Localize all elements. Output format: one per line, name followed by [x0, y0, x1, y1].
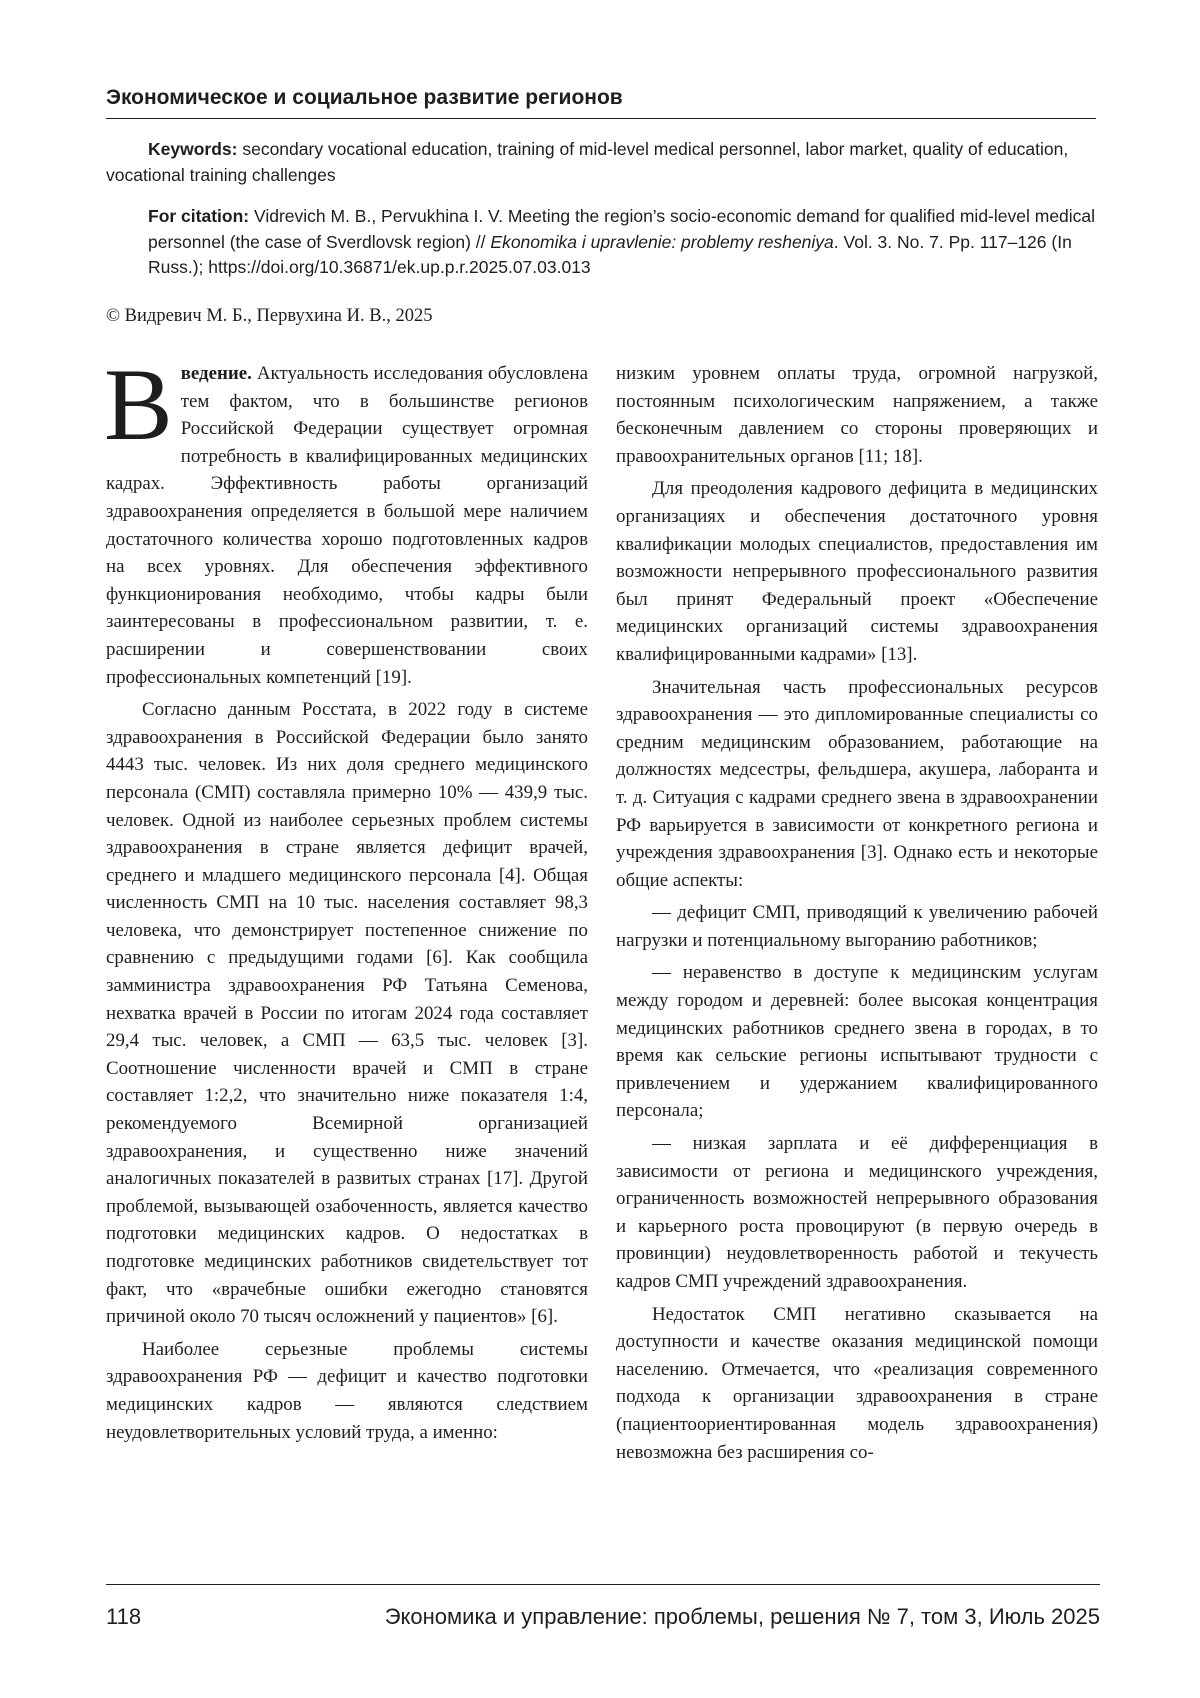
paragraph-continuation: низким уровнем оплаты труда, огромной нагрузкой, постоянным психологическим напряжением, а также бесконечным давлением со стороны проверяющих и правоохранительных органов [11; 18].	[616, 363, 1098, 467]
intro-text: Актуальность исследования обусловлена тем фактом, что в большинстве регионов Российской Федерации существует огромная потребность в квалифицированных медицинских кадрах. Эффективность работы организаций здравоохранения определяется в большой мере наличием достаточного количества хорошо подготовленных кадров на всех уровнях. Для обеспечения эффективного функционирования необходимо, чтобы кадры были заинтересованы в профессиональном развитии, т. е. расширении и совершенствовании своих профессиональных компетенций [19].	[106, 363, 588, 688]
paragraph: Для преодоления кадрового дефицита в медицинских организациях и обеспечения достаточного уровня квалификации молодых специалистов, предоставления им возможности непрерывного профессионального развития был принят Федеральный проект «Обеспечение медицинских организаций системы здравоохранения квалифицированными кадрами» [13].	[616, 478, 1098, 665]
citation-details: . Vol. 3. No. 7. Pp. 117–126 (In Russ.); https://doi.org/10.36871/ek.up.p.r.2025.07.03.013	[148, 231, 1072, 277]
section-title: Экономическое и социальное развитие регионов	[106, 86, 1096, 119]
citation-label: For citation:	[148, 206, 250, 226]
list-item: — низкая зарплата и её дифференциация в зависимости от региона и медицинского учреждения, ограниченность возможностей непрерывного образования и карьерного роста провоцируют (в первую очередь в провинции) неудовлетворенность работой и текучесть кадров СМП учреждений здравоохранения.	[616, 1133, 1098, 1292]
journal-footer: Экономика и управление: проблемы, решения № 7, том 3, Июль 2025	[384, 1604, 1100, 1629]
right-column	[616, 360, 1098, 1471]
citation-journal: Ekonomika i upravlenie: problemy resheniya	[490, 231, 834, 252]
paragraph: Согласно данным Росстата, в 2022 году в системе здравоохранения в Российской Федерации было занято 4443 тыс. человек. Из них доля среднего медицинского персонала (СМП) составляла примерно 10% — 439,9 тыс. человек. Одной из наиболее серьезных проблем системы здравоохранения в стране является дефицит врачей, среднего и младшего медицинского персонала [4]. Общая численность СМП на 10 тыс. населения составляет 98,3 человека, что демонстрирует постепенное снижение по сравнению с предыдущими годами [6]. Как сообщила замминистра здравоохранения РФ Татьяна Семенова, нехватка врачей в России по итогам 2024 года составляет 29,4 тыс. человек, а СМП — 63,5 тыс. человек [3]. Соотношение численности врачей и СМП в стране составляет 1:2,2, что значительно ниже показателя 1:4, рекомендуемого Всемирной организацией здравоохранения, и существенно ниже значений аналогичных показателей в развитых странах [17]. Другой проблемой, вызывающей озабоченность, является качество подготовки медицинских кадров. О недостатках в подготовке медицинских работников свидетельствует тот факт, что «врачебные ошибки ежегодно становятся причиной около 70 тысяч осложнений у пациентов» [6].	[106, 699, 588, 1328]
intro-paragraph	[104, 348, 588, 691]
left-column	[104, 348, 588, 1451]
paragraph: Наиболее серьезные проблемы системы здравоохранения РФ — дефицит и качество подготовки медицинских кадров — являются следствием неудовлетворительных условий труда, а именно:	[106, 1338, 588, 1443]
page-number: 118	[106, 1604, 142, 1629]
copyright: © Видревич М. Б., Первухина И. В., 2025	[106, 306, 433, 326]
citation	[106, 204, 1100, 281]
list-item: — дефицит СМП, приводящий к увеличению рабочей нагрузки и потенциальному выгоранию работников;	[616, 902, 1098, 951]
paragraph: Значительная часть профессиональных ресурсов здравоохранения — это дипломированные специалисты со средним медицинским образованием, работающие на должностях медсестры, фельдшера, акушера, лаборанта и т. д. Ситуация с кадрами среднего звена в здравоохранении РФ варьируется в зависимости от конкретного региона и учреждения здравоохранения [3]. Однако есть и некоторые общие аспекты:	[616, 676, 1098, 891]
intro-heading: ведение.	[180, 363, 252, 384]
citation-text: Vidrevich M. B., Pervukhina I. V. Meeting the region’s socio-economic demand for qualified mid-level medical personnel (the case of Sverdlovsk region) //	[148, 206, 1096, 252]
list-item: — неравенство в доступе к медицинским услугам между городом и деревней: более высокая концентрация медицинских работников среднего звена в городах, в то время как сельские регионы испытывают трудности с привлечением и удержанием квалифицированного персонала;	[616, 962, 1098, 1122]
paragraph: Недостаток СМП негативно сказывается на доступности и качестве оказания медицинской помощи населению. Отмечается, что «реализация современного подхода к организации здравоохранения в стране (пациентоориентированная модель здравоохранения) невозможна без расширения со-	[616, 1303, 1098, 1463]
keywords	[106, 137, 1100, 188]
keywords-label: Keywords:	[148, 139, 238, 159]
footer-divider	[106, 1584, 1100, 1585]
keywords-text: secondary vocational education, training of mid-level medical personnel, labor market, quality of education, vocational training challenges	[106, 139, 1069, 185]
drop-cap: В	[104, 348, 173, 462]
